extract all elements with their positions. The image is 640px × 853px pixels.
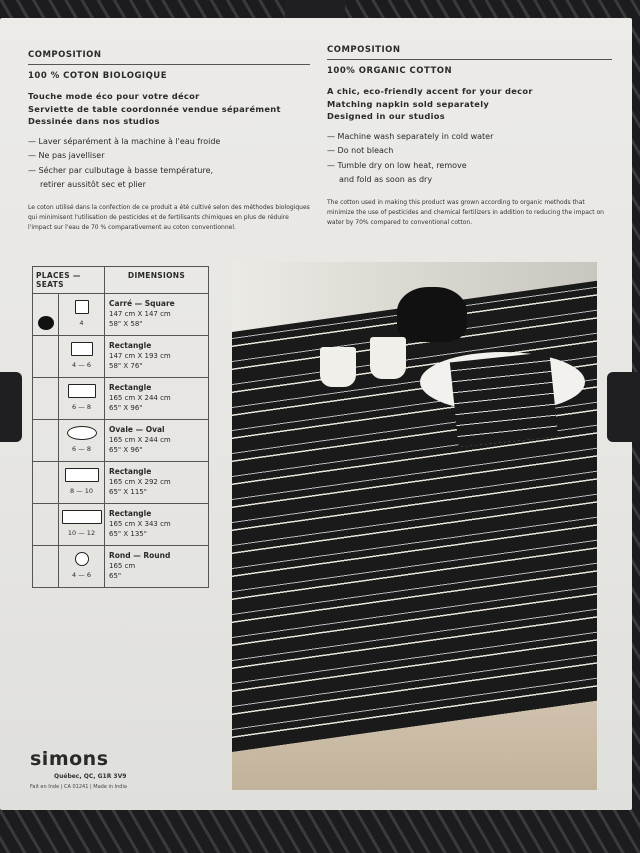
english-care: — Tumble dry on low heat, remove — [327, 160, 467, 170]
english-feature: A chic, eco-friendly accent for your decor — [327, 86, 533, 96]
shape-label: Carré — Square — [109, 299, 175, 308]
french-care: retirer aussitôt sec et plier — [40, 180, 146, 189]
cup — [370, 337, 406, 379]
size-row — [33, 462, 209, 504]
selected-dot-icon — [38, 316, 54, 330]
brand-logo: simons — [30, 748, 109, 770]
size-row — [33, 420, 209, 462]
table-shape-icon — [65, 468, 99, 482]
metric-size: 165 cm X 244 cm — [109, 394, 171, 402]
brand-address: Québec, QC, G1R 3V9 — [54, 773, 127, 780]
size-table — [32, 266, 209, 588]
english-note: The cotton used in making this product was grown according to organic methods that minimize the use of pesticides and chemical fertilizers in addition to reducing the impact on water by 70% compared to conventional cotton. — [327, 198, 604, 226]
english-care: — Machine wash separately in cold water — [327, 131, 494, 141]
dimension-cell — [105, 546, 209, 588]
seat-diagram-cell — [59, 504, 105, 546]
selected-cell — [33, 504, 59, 546]
dimension-cell — [105, 420, 209, 462]
metric-size: 165 cm X 343 cm — [109, 520, 171, 528]
table-shape-icon — [75, 552, 89, 566]
french-section — [28, 50, 310, 233]
seat-diagram-cell — [59, 420, 105, 462]
seat-diagram-cell — [59, 546, 105, 588]
seats-count: 8 — 10 — [69, 487, 94, 495]
table-shape-icon — [75, 300, 89, 314]
french-care: — Laver séparément à la machine à l'eau froide — [28, 136, 221, 146]
table-shape-icon — [67, 426, 97, 440]
french-care: — Ne pas javelliser — [28, 151, 105, 160]
french-note: Le coton utilisé dans la confection de ce produit a été cultivé selon des méthodes biologiques qui minimisent l'utilisation de pesticides et de fertilisants chimiques en plus de réduire l'impact sur l'eau de 70 % comparativement au coton conventionnel. — [28, 203, 310, 231]
dimensions-header: DIMENSIONS — [105, 267, 209, 294]
french-care: — Sécher par culbutage à basse température, — [28, 165, 214, 175]
seats-count: 4 — [79, 319, 84, 327]
shape-label: Rond — Round — [109, 551, 171, 560]
seat-diagram-cell — [59, 294, 105, 336]
english-care: and fold as soon as dry — [339, 175, 433, 184]
french-heading: COMPOSITION — [28, 50, 102, 60]
teapot — [397, 287, 467, 342]
size-row — [33, 336, 209, 378]
metric-size: 147 cm X 147 cm — [109, 310, 171, 318]
english-section — [327, 45, 612, 228]
selected-cell — [33, 420, 59, 462]
seats-count: 4 — 6 — [72, 571, 91, 579]
size-row — [33, 546, 209, 588]
english-feature: Designed in our studios — [327, 111, 445, 121]
french-feature: Serviette de table coordonnée vendue séparément — [28, 103, 281, 114]
english-heading: COMPOSITION — [327, 45, 401, 55]
seats-count: 10 — 12 — [67, 529, 96, 537]
seats-header: PLACES — SEATS — [33, 267, 105, 294]
size-row — [33, 294, 209, 336]
dimension-cell — [105, 504, 209, 546]
imperial-size: 65" X 96" — [109, 404, 143, 412]
metric-size: 165 cm X 244 cm — [109, 436, 171, 444]
cup — [320, 347, 356, 387]
dimension-cell — [105, 378, 209, 420]
french-material: 100 % COTON BIOLOGIQUE — [28, 71, 168, 81]
shape-label: Ovale — Oval — [109, 425, 165, 434]
shape-label: Rectangle — [109, 509, 152, 518]
imperial-size: 65" X 115" — [109, 488, 147, 496]
shape-label: Rectangle — [109, 341, 152, 350]
table-shape-icon — [68, 384, 96, 398]
metric-size: 165 cm X 292 cm — [109, 478, 171, 486]
origin-text: Fait en Inde | CA 01241 | Made in India — [30, 784, 127, 790]
french-feature: Dessinée dans nos studios — [28, 116, 160, 126]
selected-cell — [33, 294, 59, 336]
french-feature: Touche mode éco pour votre décor — [28, 91, 200, 101]
imperial-size: 58" X 58" — [109, 320, 143, 328]
shape-label: Rectangle — [109, 467, 152, 476]
seat-diagram-cell — [59, 378, 105, 420]
shape-label: Rectangle — [109, 383, 152, 392]
metric-size: 165 cm — [109, 562, 136, 570]
imperial-size: 65" — [109, 572, 122, 580]
table-shape-icon — [62, 510, 102, 524]
selected-cell — [33, 462, 59, 504]
side-tab-right — [607, 372, 640, 442]
english-feature: Matching napkin sold separately — [327, 98, 490, 109]
size-row — [33, 504, 209, 546]
table-shape-icon — [71, 342, 93, 356]
metric-size: 147 cm X 193 cm — [109, 352, 171, 360]
seat-diagram-cell — [59, 336, 105, 378]
dimension-cell — [105, 294, 209, 336]
imperial-size: 65" X 96" — [109, 446, 143, 454]
seats-count: 6 — 8 — [72, 403, 91, 411]
size-row — [33, 378, 209, 420]
dimension-cell — [105, 336, 209, 378]
selected-cell — [33, 336, 59, 378]
imperial-size: 65" X 135" — [109, 530, 147, 538]
selected-cell — [33, 378, 59, 420]
product-photo — [232, 262, 597, 790]
english-care: — Do not bleach — [327, 146, 394, 155]
tablecloth — [232, 281, 597, 752]
selected-cell — [33, 546, 59, 588]
napkin — [450, 352, 558, 447]
english-material: 100% ORGANIC COTTON — [327, 66, 453, 76]
side-tab-left — [0, 372, 22, 442]
dimension-cell — [105, 462, 209, 504]
seat-diagram-cell — [59, 462, 105, 504]
seats-count: 4 — 6 — [72, 361, 91, 369]
seats-count: 6 — 8 — [72, 445, 91, 453]
imperial-size: 58" X 76" — [109, 362, 143, 370]
